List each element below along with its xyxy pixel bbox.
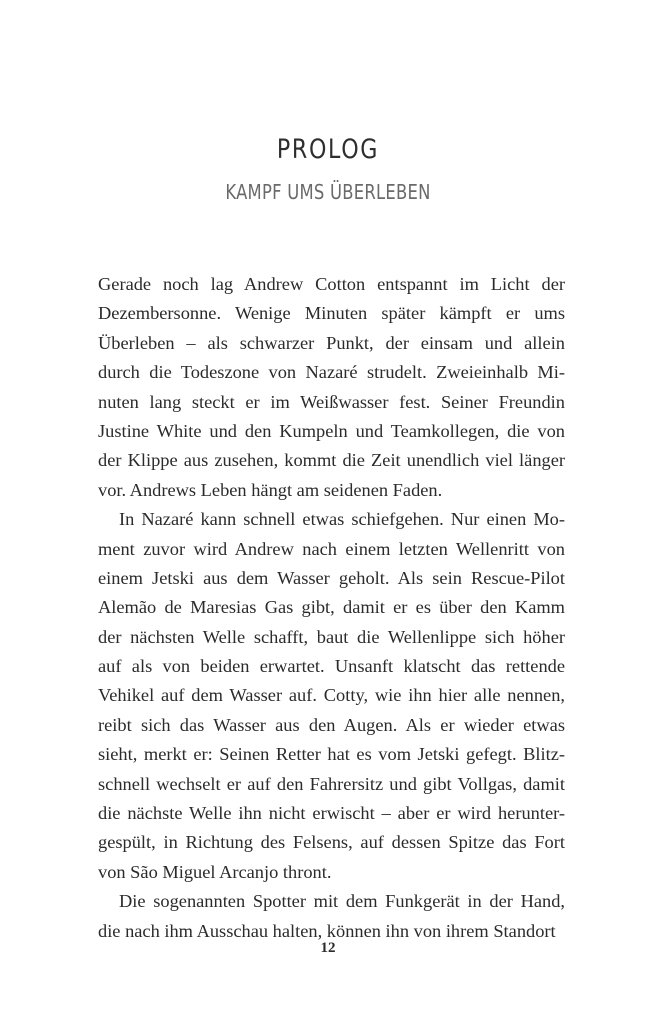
text-line: einem Jetski aus dem Wasser geholt. Als sein Rescue-Pilot: [98, 567, 565, 588]
text-line: reibt sich das Wasser aus den Augen. Als er wieder etwas: [98, 714, 565, 735]
text-line: die nach ihm Ausschau halten, können ihn von ihrem Standort: [98, 920, 556, 941]
text-line: Justine White und den Kumpeln und Teamkollegen, die von: [98, 420, 565, 441]
text-line: nuten lang steckt er im Weißwasser fest. Seiner Freundin: [98, 391, 565, 412]
text-line: Alemão de Maresias Gas gibt, damit er es über den Kamm: [98, 597, 565, 618]
chapter-subtitle: KAMPF UMS ÜBERLEBEN: [225, 180, 431, 204]
text-line: die nächste Welle ihn nicht erwischt – aber er wird herunter-: [98, 803, 565, 824]
paragraph: [98, 505, 565, 887]
text-line: Vehikel auf dem Wasser auf. Cotty, wie ihn hier alle nennen,: [98, 685, 565, 706]
page-number: 12: [320, 940, 336, 956]
text-line: gespült, in Richtung des Felsens, auf dessen Spitze das Fort: [98, 832, 565, 853]
text-line: Dezembersonne. Wenige Minuten später kämpft er ums: [98, 303, 565, 324]
paragraph: [98, 887, 565, 946]
chapter-title: PROLOG: [276, 134, 380, 165]
text-line: der nächsten Welle schafft, baut die Wellenlippe sich höher: [98, 626, 565, 647]
text-line: Überleben – als schwarzer Punkt, der einsam und allein: [98, 332, 565, 353]
text-line: auf als von beiden erwartet. Unsanft klatscht das rettende: [98, 656, 565, 677]
paragraph: [98, 270, 565, 505]
text-line: schnell wechselt er auf den Fahrersitz und gibt Vollgas, damit: [98, 773, 565, 794]
text-line: In Nazaré kann schnell etwas schiefgehen. Nur einen Mo-: [119, 509, 565, 530]
text-line: durch die Todeszone von Nazaré strudelt. Zweieinhalb Mi-: [98, 362, 565, 383]
text-line: Die sogenannten Spotter mit dem Funkgerät in der Hand,: [119, 891, 565, 912]
text-line: der Klippe aus zusehen, kommt die Zeit unendlich viel länger: [98, 450, 565, 471]
text-line: sieht, merkt er: Seinen Retter hat es vom Jetski gefegt. Blitz-: [98, 744, 565, 765]
text-line: Gerade noch lag Andrew Cotton entspannt im Licht der: [98, 274, 565, 294]
text-line: vor. Andrews Leben hängt am seidenen Faden.: [98, 479, 443, 500]
text-line: ment zuvor wird Andrew nach einem letzten Wellenritt von: [98, 538, 565, 559]
text-line: von São Miguel Arcanjo thront.: [98, 861, 332, 882]
body-text: [98, 270, 565, 946]
